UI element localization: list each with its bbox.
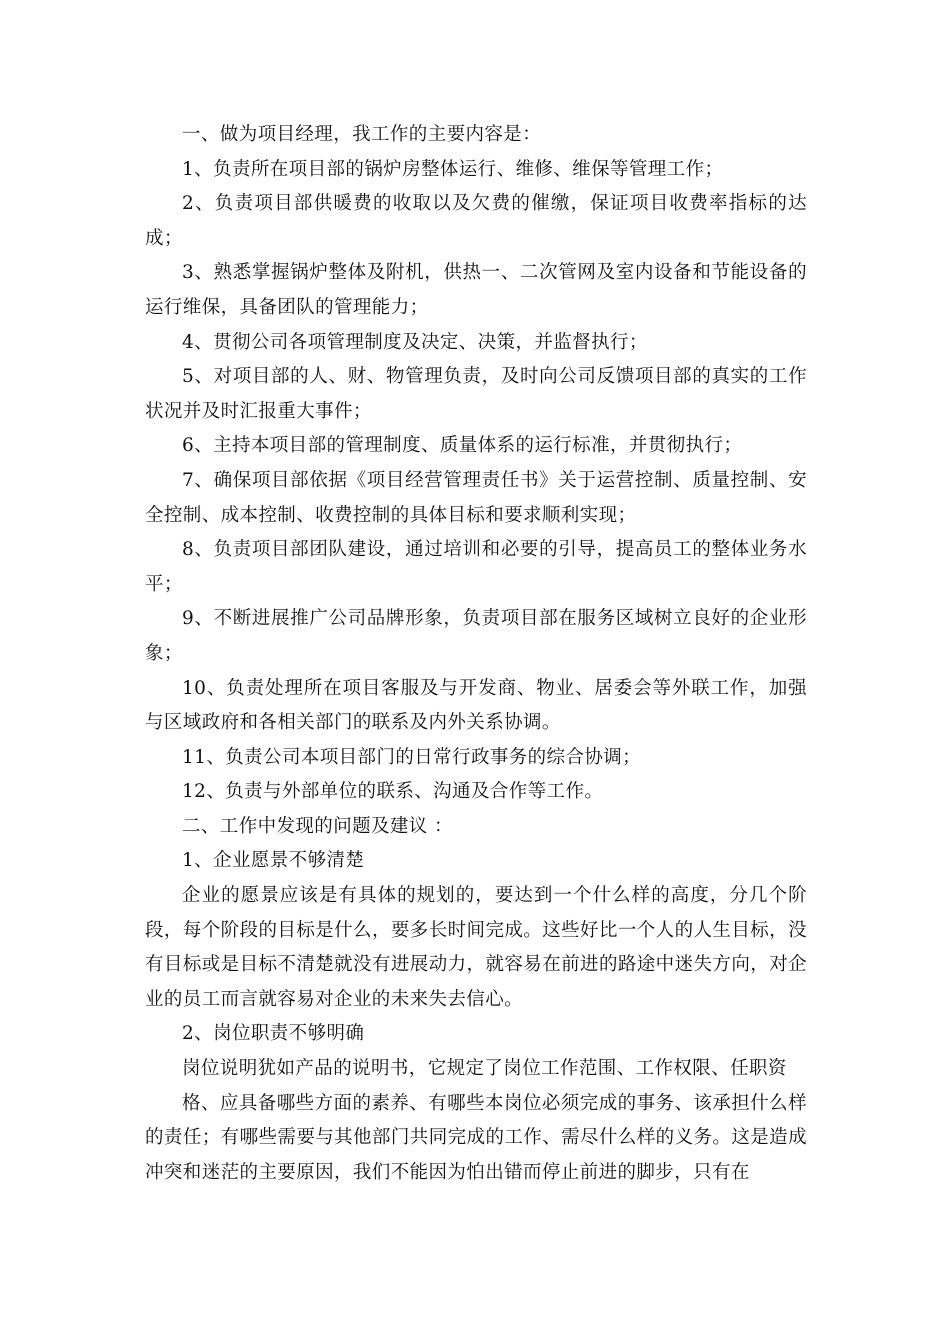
duty-item-8: 8、负责项目部团队建设，通过培训和必要的引导，提高员工的整体业务水平； — [145, 539, 807, 595]
document-body — [145, 118, 807, 1190]
duty-item-11: 11、负责公司本项目部门的日常行政事务的综合协调； — [182, 746, 642, 768]
section-heading-2: 二、工作中发现的问题及建议 ： — [182, 815, 453, 837]
issue-body-2a: 岗位说明犹如产品的说明书，它规定了岗位工作范围、工作权限、任职资 — [182, 1058, 787, 1080]
duty-item-5: 5、对项目部的人、财、物管理负责，及时向公司反馈项目部的真实的工作状况并及时汇报重大事件； — [145, 366, 807, 422]
duty-item-6: 6、主持本项目部的管理制度、质量体系的运行标准，并贯彻执行； — [182, 435, 743, 457]
duty-item-1: 1、负责所在项目部的锅炉房整体运行、维修、维保等管理工作； — [182, 158, 724, 180]
issue-heading-1: 1、企业愿景不够清楚 — [182, 850, 365, 872]
duty-item-2: 2、负责项目部供暖费的收取以及欠费的催缴，保证项目收费率指标的达成； — [145, 193, 807, 249]
duty-item-9: 9、不断进展推广公司品牌形象，负责项目部在服务区域树立良好的企业形象； — [145, 608, 807, 664]
issue-body-2b: 格、应具备哪些方面的素养、有哪些本岗位必须完成的事务、该承担什么样的责任；有哪些需要与其他部门共同完成的工作、需尽什么样的义务。这是造成冲突和迷茫的主要原因，我们不能因为怕出错而停止前进的脚步，只有在 — [145, 1092, 807, 1183]
issue-heading-2: 2、岗位职责不够明确 — [182, 1023, 365, 1045]
section-heading-1: 一、做为项目经理，我工作的主要内容是： — [182, 124, 542, 145]
duty-item-7: 7、确保项目部依据《项目经营管理责任书》关于运营控制、质量控制、安全控制、成本控制、收费控制的具体目标和要求顺利实现； — [145, 469, 807, 526]
duty-item-4: 4、贯彻公司各项管理制度及决定、决策，并监督执行； — [182, 331, 648, 353]
duty-item-3: 3、熟悉掌握锅炉整体及附机，供热一、二次管网及室内设备和节能设备的运行维保，具备团队的管理能力； — [145, 262, 807, 318]
duty-item-10: 10、负责处理所在项目客服及与开发商、物业、居委会等外联工作，加强与区域政府和各相关部门的联系及内外关系协调。 — [145, 677, 807, 734]
duty-item-12: 12、负责与外部单位的联系、沟通及合作等工作。 — [182, 781, 604, 803]
issue-body-1: 企业的愿景应该是有具体的规划的，要达到一个什么样的高度，分几个阶段，每个阶段的目标是什么，要多长时间完成。这些好比一个人的人生目标，没有目标或是目标不清楚就没有进展动力，就容易在前进的路途中迷失方向，对企业的员工而言就容易对企业的未来失去信心。 — [145, 885, 807, 1010]
